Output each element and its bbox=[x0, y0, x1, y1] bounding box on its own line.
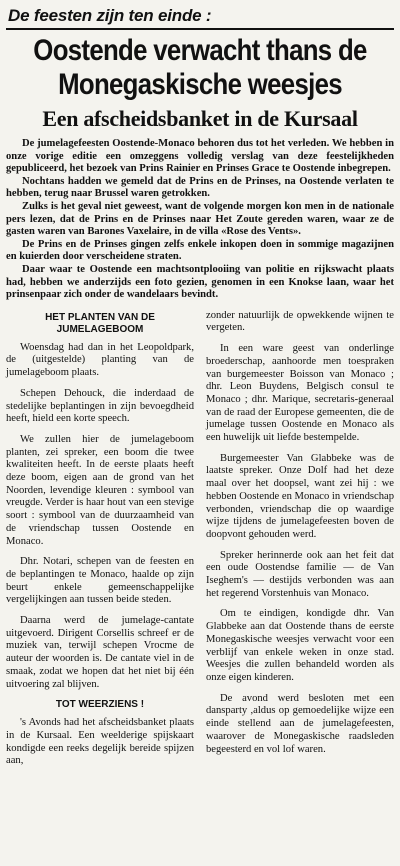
body-paragraph: 's Avonds had het afscheidsbanket plaats in de Kursaal. Een weelderige spijskaart kondigde een reeks degelijk bereide spijzen aan, bbox=[6, 717, 194, 767]
kicker: De feesten zijn ten einde : bbox=[8, 6, 212, 25]
article-columns bbox=[6, 310, 394, 776]
body-paragraph: De avond werd besloten met een dansparty ,aldus op gemoedelijke wijze een einde stellend aan de jumelagefeesten, waarover de Monegaskische raadsleden begeesterd en vol lof waren. bbox=[206, 692, 394, 755]
right-column bbox=[206, 310, 394, 776]
section-heading-line: HET PLANTEN VAN DE bbox=[45, 311, 155, 323]
body-paragraph: Woensdag had dan in het Leopoldpark, de (uitgestelde) planting van de jumelageboom plaats. bbox=[6, 341, 194, 379]
lead-paragraph: De Prins en de Prinses gingen zelfs enkele inkopen doen in sommige magazijnen en kuierden door verscheidene straten. bbox=[6, 238, 394, 263]
lead-paragraph: Nochtans hadden we gemeld dat de Prins en de Prinses, na Oostende verlaten te hebben, terug naar Brussel waren getrokken. bbox=[6, 175, 394, 200]
section-heading-farewell: TOT WEERZIENS ! bbox=[55, 699, 145, 711]
body-paragraph: We zullen hier de jumelageboom planten, zei spreker, een boom die twee kwaliteiten heeft. In de eerste plaats heeft deze boom, eigen aan de grond van het Noorden, levendige kleuren : symbool van vreugde. Verder is haar hout van een stevige soort : symbool van de duurzaamheid van de vriendschap tussen Oostende en Monaco. bbox=[6, 433, 194, 547]
body-paragraph: Schepen Dehouck, die inderdaad de stedelijke beplantingen in zijn bevoegdheid heeft, hield een korte speech. bbox=[6, 387, 194, 425]
lead-paragraphs bbox=[6, 138, 394, 302]
section-heading-planting bbox=[6, 312, 194, 336]
headline-line-2: Monegaskische weesjes bbox=[58, 68, 342, 101]
lead-paragraph: Zulks is het geval niet geweest, want de volgende morgen kon men in de nationale pers lezen, dat de Prins en de Prinses naar Het Zoute gereden waren, waar ze de gasten waren van Barones Vaxelaire, in de villa «Rose des Vents». bbox=[6, 200, 394, 238]
lead-paragraph: Daar waar te Oostende een machtsontplooiing van politie en rijkswacht plaats had, hebben we anderzijds een foto gezien, genomen in een Knokse laan, waar het prinsenpaar zich onder de wandelaars bevindt. bbox=[6, 263, 394, 301]
section-heading-line: JUMELAGEBOOM bbox=[56, 323, 144, 335]
body-paragraph: Dhr. Notari, schepen van de feesten en de beplantingen te Monaco, haalde op zijn beurt enkele gemeenschappelijke vergelijkingen aan tussen beide steden. bbox=[6, 556, 194, 606]
subheadline: Een afscheidsbanket in de Kursaal bbox=[42, 106, 358, 131]
body-paragraph: Daarna werd de jumelage-cantate uitgevoerd. Dirigent Corsellis schreef er de muziek van, terwijl schepen Vrocme de auteur der woorden is. De cantate viel in de smaak, zodat we hopen dat het niet bij één uitvoering zal blijven. bbox=[6, 615, 194, 690]
body-paragraph: Spreker herinnerde ook aan het feit dat een oude Oostendse familie — de Van Iseghem's — destijds verbonden was aan het regerend Vorstenhuis van Monaco. bbox=[206, 549, 394, 599]
body-paragraph: Burgemeester Van Glabbeke was de laatste spreker. Onze Dolf had het deze maal over het doopsel, want zei hij : we hebben Oostende en Monaco in vriendschap verbonden, vriendschap die op waardige wijze tijdens de jumelagefeesten boven de doopvont gehouden werd. bbox=[206, 452, 394, 540]
headline-line-1: Oostende verwacht thans de bbox=[33, 34, 367, 67]
lead-paragraph: De jumelagefeesten Oostende-Monaco behoren dus tot het verleden. We hebben in onze vorige editie een omzeggens volledig verslag van deze feestelijkheden gepubliceerd, het bezoek van Prins Rainier en Prinses Grace te Oostende inbegrepen. bbox=[6, 138, 394, 175]
kicker-rule bbox=[6, 28, 394, 30]
body-paragraph: In een ware geest van onderlinge broederschap, aanhoorde men toespraken van burgemeester Boisson van Monaco ; dhr. Leon Buydens, Belgisch consul te Monaco ; dhr. Marique, secretaris-generaal van de raad der Europese gemeenten, die de jumelage tussen Oostende en Monaco als een huwelijk uit liefde bestempelde. bbox=[206, 343, 394, 444]
body-paragraph: Om te eindigen, kondigde dhr. Van Glabbeke aan dat Oostende thans de eerste Monegaskische weesjes verwacht voor een verblijf van enkele weken in onze stad. Weesjes die zullen behandeld worden als onze eigen kinderen. bbox=[206, 608, 394, 683]
continuation-paragraph: zonder natuurlijk de opwekkende wijnen te vergeten. bbox=[206, 309, 394, 334]
left-column bbox=[6, 310, 194, 776]
